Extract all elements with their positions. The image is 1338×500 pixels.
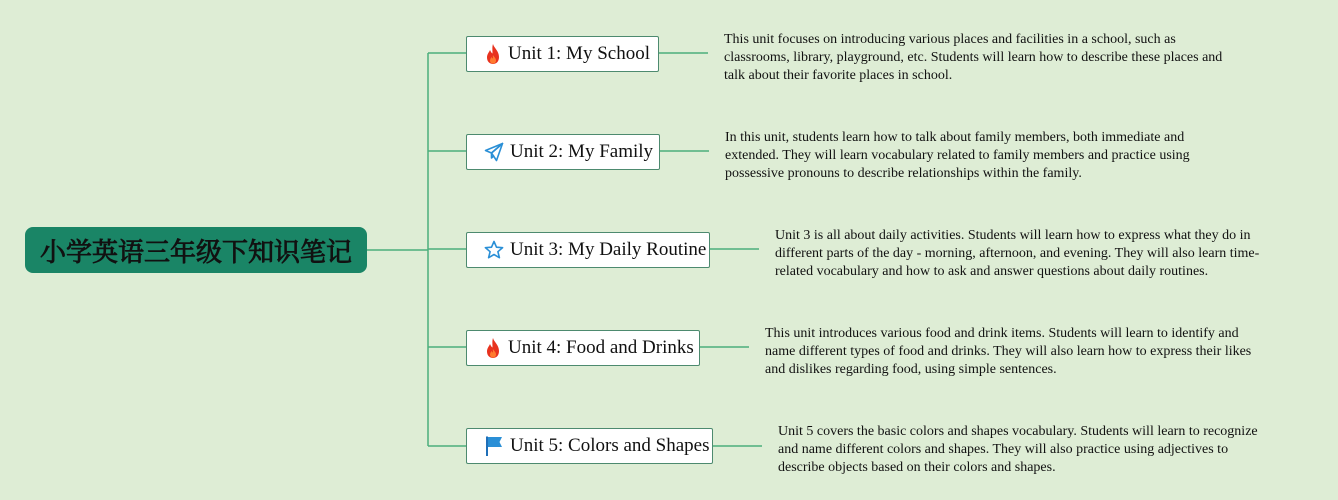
star-icon [484,239,504,261]
unit-1-label: Unit 1: My School [508,43,650,64]
paper-plane-icon [484,141,504,163]
unit-4-node[interactable] [466,330,700,366]
unit-1-description: This unit focuses on introducing various places and facilities in a school, such as classrooms, library, playground, etc. Students will learn how to describe these places and talk about their favorite places in school. [724,32,1223,83]
unit-2-description: In this unit, students learn how to talk about family members, both immediate and extended. They will learn vocabulary related to family members and practice using possessive pronouns to describe relationships within the family. [725,130,1190,181]
fire-icon [484,43,502,65]
unit-5-node[interactable] [466,428,713,464]
unit-4-label: Unit 4: Food and Drinks [508,337,694,358]
unit-5-description: Unit 5 covers the basic colors and shapes vocabulary. Students will learn to recognize and name different colors and shapes. They will also practice using adjectives to describe objects based on their colors and shapes. [778,424,1258,475]
fire-icon [484,337,502,359]
unit-5-label: Unit 5: Colors and Shapes [510,435,710,456]
unit-1-node[interactable] [466,36,659,72]
root-topic[interactable] [25,227,367,273]
unit-3-node[interactable] [466,232,710,268]
unit-3-description: Unit 3 is all about daily activities. Students will learn how to express what they do in different parts of the day - morning, afternoon, and evening. They will also learn time-related vocabulary and how to ask and answer questions about daily routines. [775,228,1260,279]
unit-4-description: This unit introduces various food and drink items. Students will learn to identify and name different types of food and drinks. They will also learn how to express their likes and dislikes regarding food, using simple sentences. [765,326,1252,377]
unit-3-label: Unit 3: My Daily Routine [510,239,707,260]
unit-2-label: Unit 2: My Family [510,141,654,162]
root-topic-label: 小学英语三年级下知识笔记 [39,237,352,268]
flag-icon [484,435,504,457]
unit-2-node[interactable] [466,134,660,170]
